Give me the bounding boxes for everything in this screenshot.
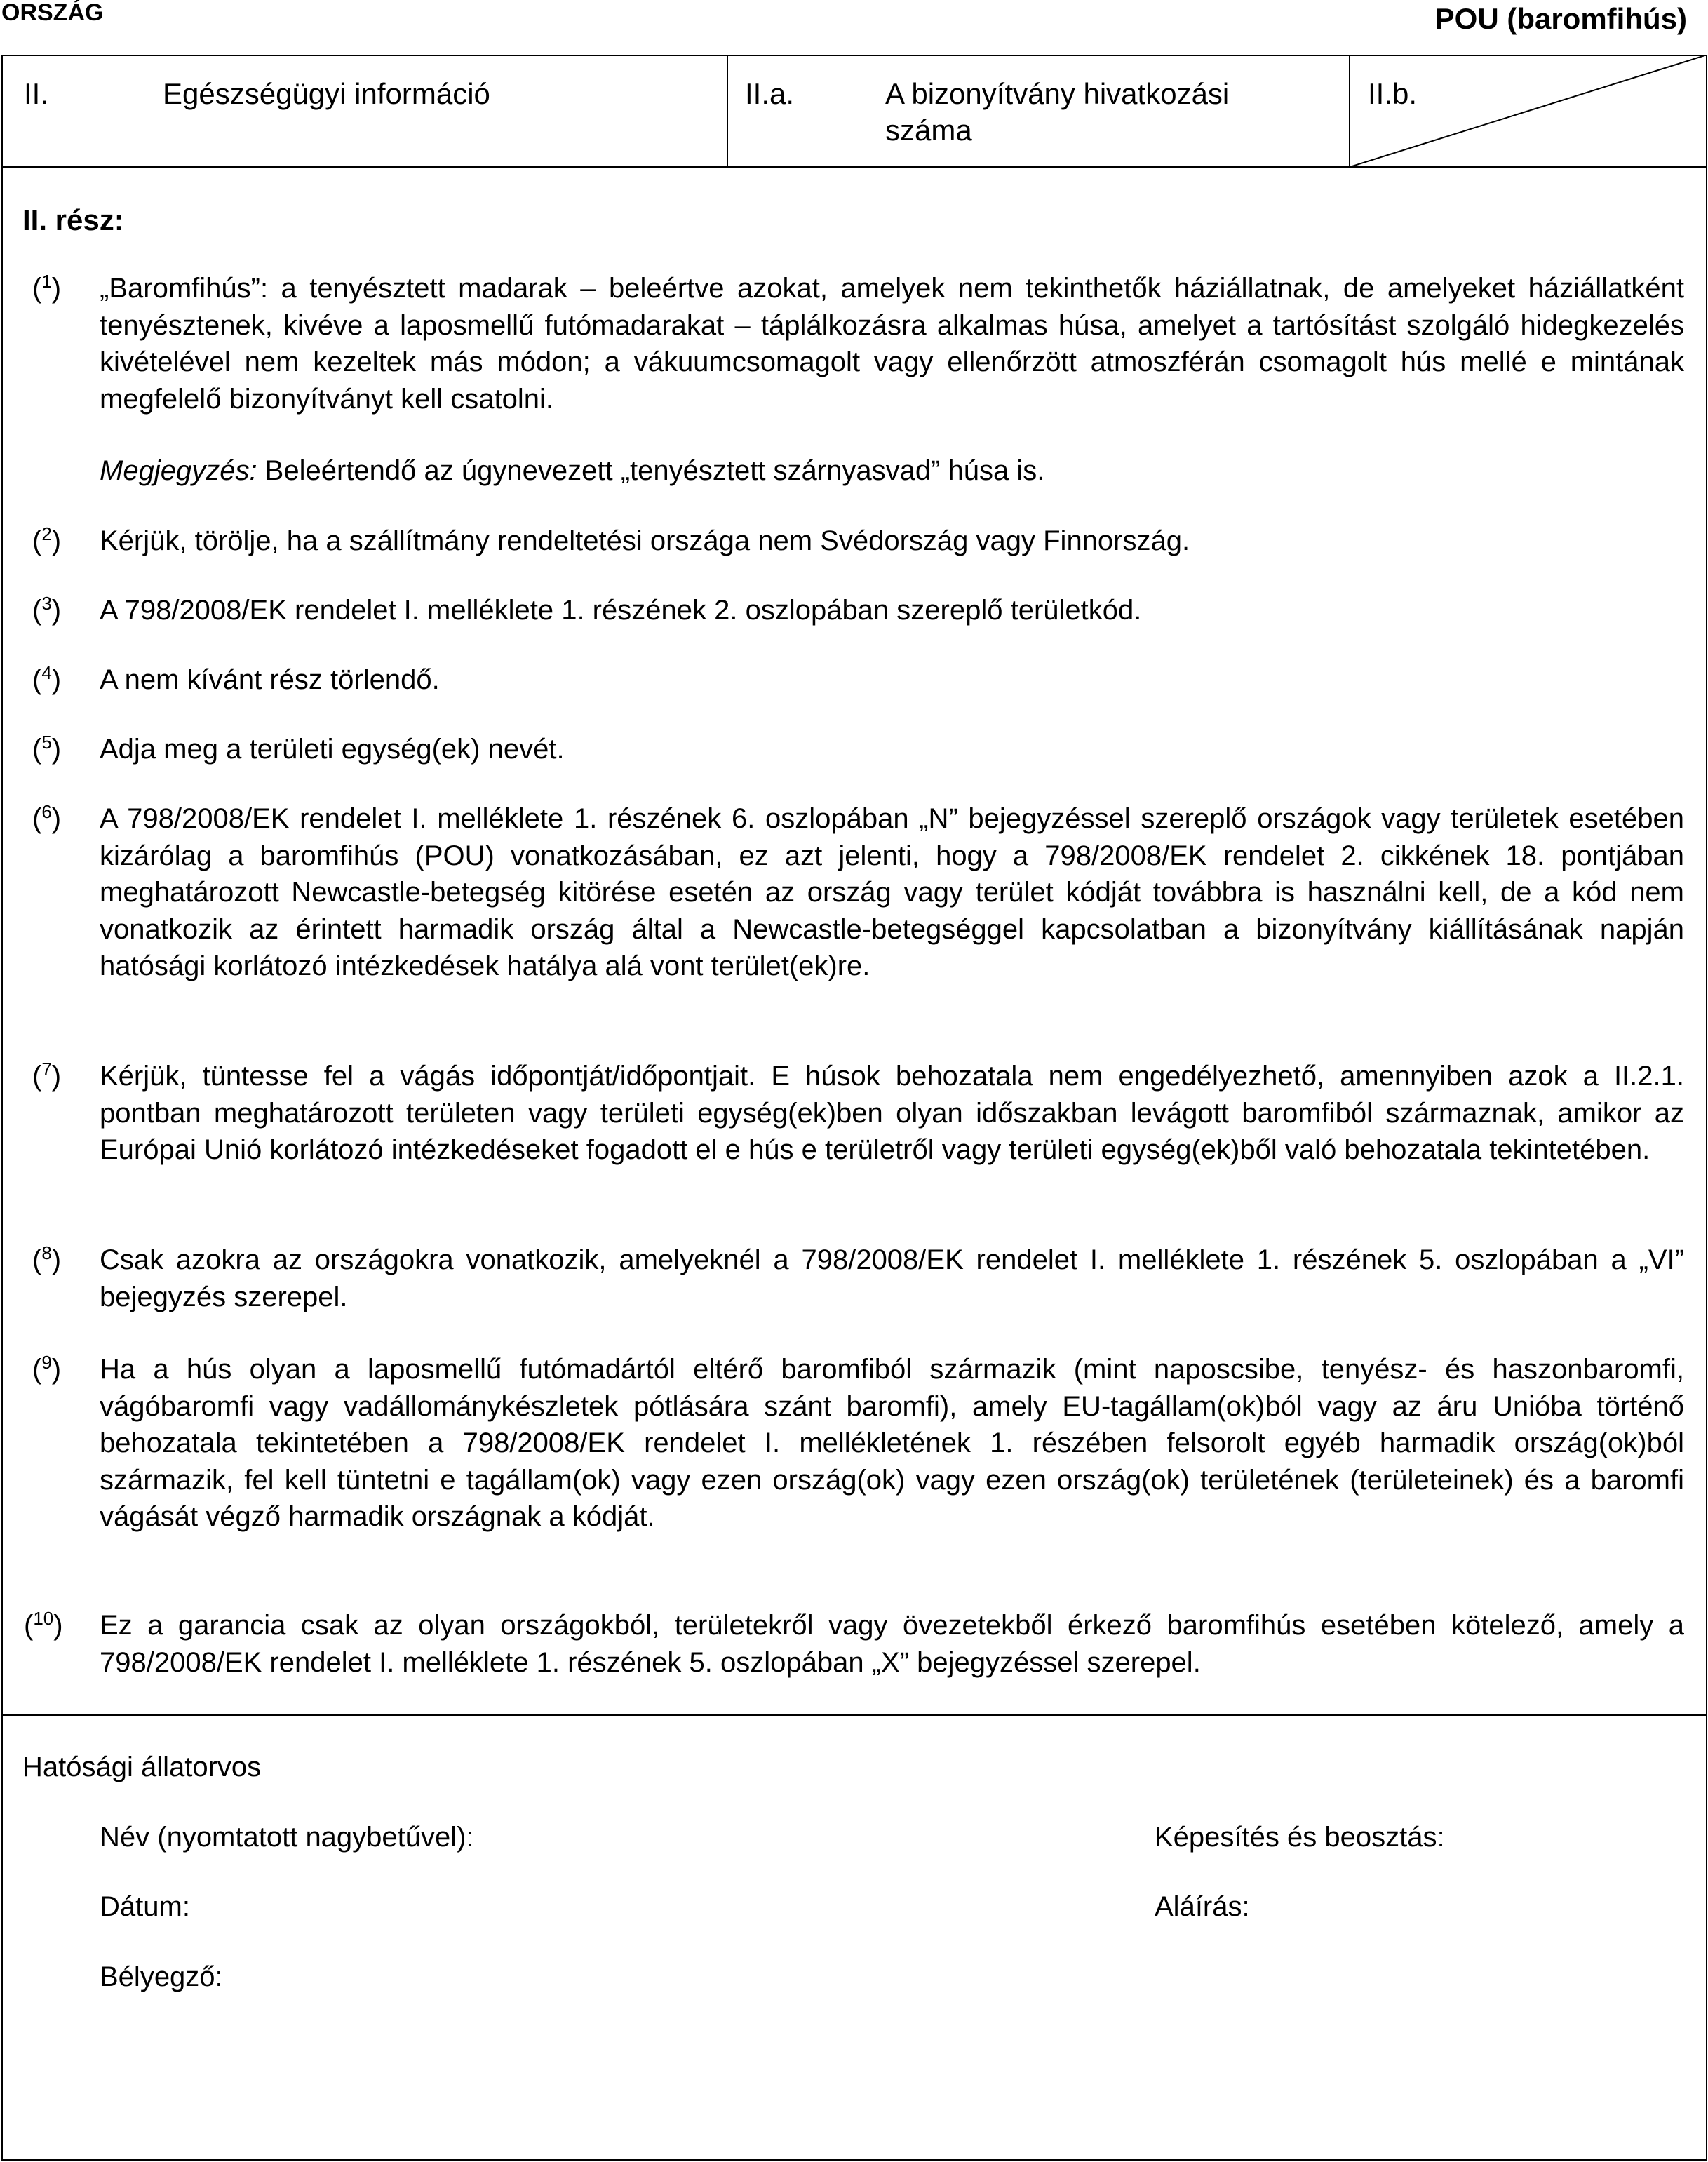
stamp-label: Bélyegző: xyxy=(100,1961,223,1992)
footnote-text: „Baromfihús”: a tenyésztett madarak – beleértve azokat, amelyek nem tekinthetők háziállatnak, de amelyeket háziállatként tenyésztenek, kivéve a laposmellű futómadarakat – táplálkozásra alkalmas húsa, amelyet a tartósítást szolgáló hidegkezelés kivételével nem kezeltek más módon; a vákuumcsomagolt vagy ellenőrzött atmoszférán csomagolt hús mellé e mintának megfelelő bizonyítványt kell csatolni. xyxy=(100,273,1684,415)
footnote-number: ($^6$) xyxy=(32,801,62,834)
remark-text xyxy=(100,452,1684,490)
header-cell-divider xyxy=(727,56,728,166)
remark-body: Beleértendő az úgynevezett „tenyésztett szárnyasvad” húsa is. xyxy=(257,455,1045,486)
footnote-text: A 798/2008/EK rendelet I. melléklete 1. részének 2. oszlopában szereplő területkód. xyxy=(100,595,1142,626)
name-label: Név (nyomtatott nagybetűvel): xyxy=(100,1822,474,1853)
footnote-number: ($^9$) xyxy=(32,1352,62,1385)
footnote-number: ($^5$) xyxy=(32,732,62,765)
footnote-text: Adja meg a területi egység(ek) nevét. xyxy=(100,734,565,765)
footnote-number: ($^1$) xyxy=(32,271,62,304)
official-veterinarian-heading: Hatósági állatorvos xyxy=(22,1752,262,1782)
diagonal-strike-line xyxy=(1347,55,1707,168)
footnote-text: Csak azokra az országokra vonatkozik, amelyeknél a 798/2008/EK rendelet I. melléklete 1. részének 5. oszlopában a „VI” bejegyzés szerepel. xyxy=(100,1244,1684,1312)
footnote-text: Ha a hús olyan a laposmellű futómadártól eltérő baromfiból származik (mint naposcsibe, tenyész- és haszonbaromfi, vágóbaromfi vagy vadállománykészletek pótlására szánt baromfi), amely EU-tagállam(ok)ból vagy az áru Unióba történő behozatala tekintetében a 798/2008/EK rendelet I. mellékletének 1. részében felsorolt egyéb harmadik ország(ok)ból származik, fel kell tüntetni e tagállam(ok) vagy ezen ország(ok) vagy ezen ország(ok) területének (területeinek) és a baromfi vágását végző harmadik országnak a kódját. xyxy=(100,1354,1684,1532)
section-divider xyxy=(1,1714,1707,1716)
footnote-number: ($^7$) xyxy=(32,1059,62,1092)
section-number: II. xyxy=(24,77,49,110)
footnote-text: Ez a garancia csak az olyan országokból, területekről vagy övezetekből érkező baromfihús esetében kötelező, amely a 798/2008/EK rendelet I. melléklete 1. részének 5. oszlopában „X” bejegyzéssel szerepel. xyxy=(100,1610,1684,1678)
country-label: ORSZÁG xyxy=(1,0,104,26)
document-code: POU (baromfihús) xyxy=(1434,2,1687,35)
footnote-text: A 798/2008/EK rendelet I. melléklete 1. részének 6. oszlopában „N” bejegyzéssel szereplő országok vagy területek esetében kizárólag a baromfihús (POU) vonatkozásában, ez azt jelenti, hogy a 798/2008/EK rendelet 2. cikkének 18. pontjában meghatározott Newcastle-betegség kitörése esetén az ország vagy terület kódját továbbra is használni kell, de a kód nem vonatkozik az érintett harmadik ország által a Newcastle-betegséggel kapcsolatban a bizonyítvány kiállításának napján hatósági korlátozó intézkedések hatálya alá vont terület(ek)re. xyxy=(100,803,1684,981)
section-title: Egészségügyi információ xyxy=(163,77,490,110)
footnote-number: ($^{10}$) xyxy=(24,1608,63,1641)
remark-label: Megjegyzés: xyxy=(100,455,257,486)
footnote-number: ($^2$) xyxy=(32,523,62,556)
date-label: Dátum: xyxy=(100,1891,190,1922)
signature-label: Aláírás: xyxy=(1155,1891,1250,1922)
reference-number-title: A bizonyítvány hivatkozási száma xyxy=(885,77,1230,147)
footnote-text: A nem kívánt rész törlendő. xyxy=(100,664,440,695)
qualification-label: Képesítés és beosztás: xyxy=(1155,1822,1445,1853)
footnote-text: Kérjük, tüntesse fel a vágás időpontját/időpontjait. E húsok behozatala nem engedélyezhető, amennyiben azok a II.2.1. pontban meghatározott területen vagy területi egység(ek)ben olyan időszakban levágott baromfiból származnak, amikor az Európai Unió korlátozó intézkedéseket fogadott el e hús e területről vagy területi egység(ek)ből való behozatala tekintetében. xyxy=(100,1061,1684,1165)
footnote-number: ($^4$) xyxy=(32,662,62,695)
footnote-number: ($^3$) xyxy=(32,593,62,626)
footnote-number: ($^8$) xyxy=(32,1242,62,1275)
section-iib-label: II.b. xyxy=(1368,77,1418,110)
part-title: II. rész: xyxy=(22,203,124,236)
footnote-text: Kérjük, törölje, ha a szállítmány rendeltetési országa nem Svédország vagy Finnország. xyxy=(100,525,1190,556)
reference-number-label: II.a. xyxy=(745,77,795,110)
